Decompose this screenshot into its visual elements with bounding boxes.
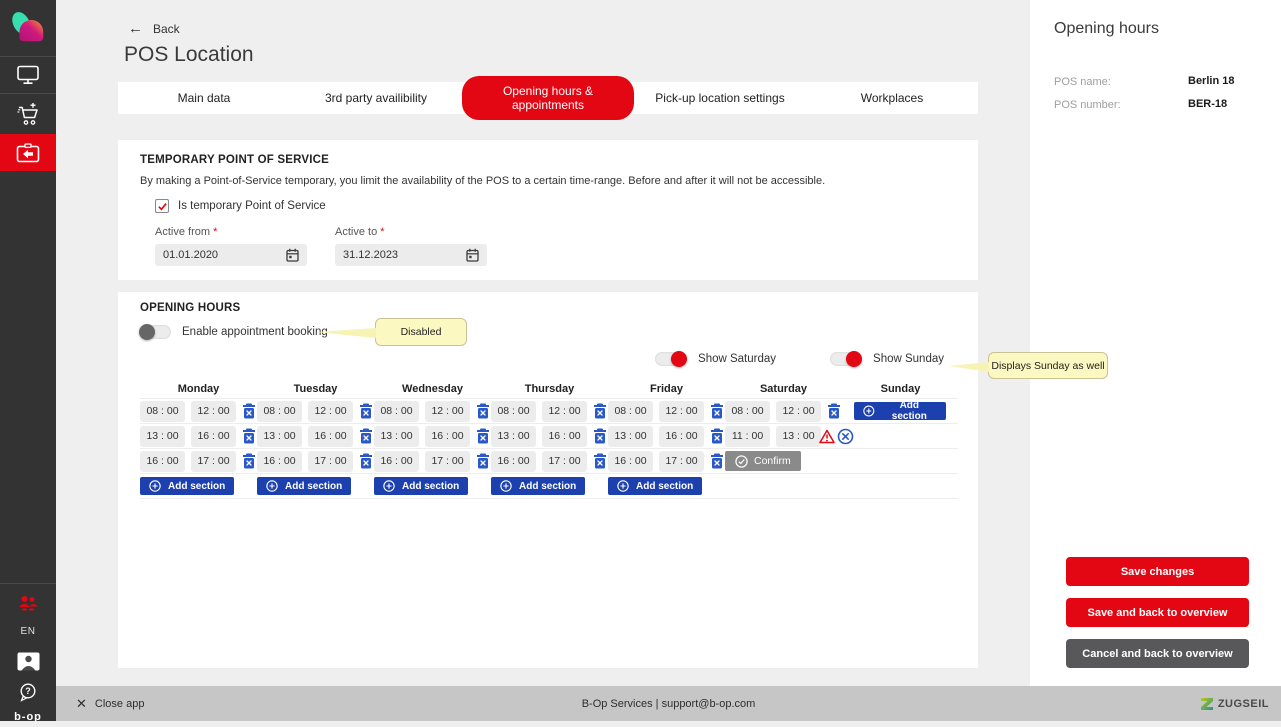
- support-text: B-Op Services | support@b-op.com: [581, 697, 756, 710]
- pos-name-label: POS name:: [1054, 76, 1111, 88]
- check-circle-icon: [735, 455, 748, 468]
- warning-icon: [819, 429, 835, 444]
- show-sunday-label: Show Sunday: [873, 353, 944, 365]
- sidebar-item-users[interactable]: [0, 588, 56, 620]
- trash-icon: [242, 428, 256, 444]
- time-start-input[interactable]: 08 : 00: [374, 401, 419, 422]
- toggle-knob: [846, 351, 862, 367]
- active-from-label: Active from: [155, 226, 211, 238]
- time-start-input[interactable]: 13 : 00: [257, 426, 302, 447]
- trash-icon: [476, 403, 490, 419]
- add-section-button-thursday[interactable]: Add section: [491, 477, 585, 495]
- time-end-input[interactable]: 17 : 00: [542, 451, 587, 472]
- time-start-input[interactable]: 11 : 00: [725, 426, 770, 447]
- pos-number-label: POS number:: [1054, 99, 1121, 111]
- time-end-input[interactable]: 12 : 00: [776, 401, 821, 422]
- add-section-button-friday[interactable]: Add section: [608, 477, 702, 495]
- active-to-value: 31.12.2023: [343, 249, 399, 261]
- grid-row-2: [140, 424, 958, 449]
- trash-icon: [242, 453, 256, 469]
- required-asterisk: *: [380, 226, 385, 238]
- time-start-input[interactable]: 08 : 00: [491, 401, 536, 422]
- show-sunday-toggle[interactable]: [830, 352, 861, 366]
- opening-hours-card: [118, 292, 978, 668]
- plus-circle-icon: [383, 480, 395, 492]
- sidebar-item-terminals[interactable]: [0, 57, 56, 93]
- plus-circle-icon: [500, 480, 512, 492]
- appointment-booking-label: Enable appointment booking: [182, 326, 328, 338]
- delete-section-button[interactable]: [710, 428, 724, 444]
- clipboard-back-icon: [16, 143, 40, 163]
- svg-text:?: ?: [25, 685, 31, 696]
- trash-icon: [710, 453, 724, 469]
- trash-icon: [593, 428, 607, 444]
- time-start-input[interactable]: 08 : 00: [140, 401, 185, 422]
- save-back-button[interactable]: Save and back to overview: [1066, 598, 1249, 627]
- delete-section-button[interactable]: [593, 453, 607, 469]
- is-temporary-label: Is temporary Point of Service: [178, 200, 326, 212]
- sidebar-item-help[interactable]: [0, 679, 56, 705]
- delete-section-button[interactable]: [476, 453, 490, 469]
- tab-3rd-party[interactable]: 3rd party availibility: [324, 91, 428, 105]
- disabled-tooltip: Disabled: [375, 318, 467, 346]
- delete-section-button[interactable]: [242, 403, 256, 419]
- temporary-pos-description: By making a Point-of-Service temporary, you limit the availability of the POS to a certain time-range. Before and after it will not be accessible.: [140, 175, 826, 187]
- add-section-button-tuesday[interactable]: Add section: [257, 477, 351, 495]
- time-end-input[interactable]: 12 : 00: [425, 401, 470, 422]
- language-switcher[interactable]: [0, 620, 56, 642]
- time-start-input[interactable]: 13 : 00: [491, 426, 536, 447]
- time-end-input[interactable]: 16 : 00: [191, 426, 236, 447]
- time-start-input[interactable]: 16 : 00: [257, 451, 302, 472]
- delete-section-button[interactable]: [476, 428, 490, 444]
- back-label: Back: [153, 21, 180, 36]
- grid-row-3: [140, 449, 958, 474]
- zugseil-logo-icon: [1200, 697, 1214, 711]
- trash-icon: [827, 403, 841, 419]
- back-button[interactable]: [128, 21, 180, 36]
- temporary-pos-title: TEMPORARY POINT OF SERVICE: [140, 154, 330, 166]
- sidebar-item-profile[interactable]: [0, 646, 56, 676]
- day-header-thursday: Thursday: [524, 382, 575, 395]
- tooltip-pointer: [949, 362, 989, 372]
- active-to-label: Active to: [335, 226, 378, 238]
- time-start-input[interactable]: 13 : 00: [608, 426, 653, 447]
- delete-section-button[interactable]: [242, 453, 256, 469]
- plus-circle-icon: [617, 480, 629, 492]
- time-end-input[interactable]: 17 : 00: [308, 451, 353, 472]
- user-avatar-icon: [17, 652, 40, 671]
- time-start-input[interactable]: 16 : 00: [374, 451, 419, 472]
- time-end-input[interactable]: 17 : 00: [425, 451, 470, 472]
- delete-section-button[interactable]: [593, 403, 607, 419]
- time-end-input[interactable]: 16 : 00: [425, 426, 470, 447]
- delete-section-button[interactable]: [359, 453, 373, 469]
- sidebar-item-shop[interactable]: [0, 94, 56, 134]
- calendar-icon: [466, 248, 479, 262]
- day-header-tuesday: Tuesday: [293, 382, 338, 395]
- users-red-icon: [16, 595, 40, 613]
- time-end-input[interactable]: 12 : 00: [659, 401, 704, 422]
- time-start-input[interactable]: 13 : 00: [374, 426, 419, 447]
- time-end-input[interactable]: 17 : 00: [191, 451, 236, 472]
- tab-bar: [118, 82, 978, 114]
- details-panel-title: Opening hours: [1054, 20, 1159, 37]
- delete-section-button[interactable]: [359, 403, 373, 419]
- close-app-button[interactable]: ✕ Close app: [76, 695, 145, 711]
- active-from-value: 01.01.2020: [163, 249, 219, 261]
- circle-x-icon: [837, 428, 854, 445]
- add-section-button-sunday[interactable]: Add section: [854, 402, 946, 420]
- sidebar-divider: [0, 583, 56, 584]
- monitor-icon: [17, 65, 39, 85]
- active-to-input[interactable]: [335, 244, 487, 266]
- toggle-knob: [671, 351, 687, 367]
- delete-section-button[interactable]: [359, 428, 373, 444]
- language-label: EN: [20, 625, 36, 637]
- delete-section-button[interactable]: [593, 428, 607, 444]
- show-saturday-toggle[interactable]: [655, 352, 686, 366]
- back-arrow-icon: ←: [128, 20, 143, 37]
- trash-icon: [242, 403, 256, 419]
- show-saturday-label: Show Saturday: [698, 353, 777, 365]
- tooltip-pointer: [316, 328, 376, 338]
- time-end-input[interactable]: 12 : 00: [542, 401, 587, 422]
- save-changes-button[interactable]: Save changes: [1066, 557, 1249, 586]
- pos-name-value: Berlin 18: [1188, 75, 1235, 87]
- time-end-input[interactable]: 12 : 00: [191, 401, 236, 422]
- temporary-pos-card: [118, 140, 978, 280]
- grid-row-1: [140, 399, 958, 424]
- time-end-input[interactable]: 17 : 00: [659, 451, 704, 472]
- trash-icon: [593, 403, 607, 419]
- trash-icon: [593, 453, 607, 469]
- opening-hours-title: OPENING HOURS: [140, 302, 241, 314]
- time-start-input[interactable]: 08 : 00: [608, 401, 653, 422]
- time-start-input[interactable]: 16 : 00: [491, 451, 536, 472]
- time-end-input[interactable]: 16 : 00: [542, 426, 587, 447]
- delete-section-button[interactable]: [710, 453, 724, 469]
- time-start-input[interactable]: 16 : 00: [608, 451, 653, 472]
- plus-circle-icon: [863, 405, 875, 417]
- toggle-knob: [139, 324, 155, 340]
- day-header-sunday: Sunday: [880, 382, 921, 395]
- grid-row-add: [140, 474, 958, 499]
- app-sidebar: [0, 0, 56, 721]
- active-from-input[interactable]: [155, 244, 307, 266]
- day-header-wednesday: Wednesday: [402, 382, 463, 395]
- help-icon: [19, 683, 37, 702]
- details-panel: [1030, 0, 1281, 686]
- day-header-saturday: Saturday: [759, 382, 808, 395]
- trash-icon: [710, 403, 724, 419]
- zugseil-wordmark: ZUGSEIL: [1217, 697, 1269, 710]
- page-title: POS Location: [124, 43, 254, 66]
- appointment-booking-toggle[interactable]: [140, 325, 171, 339]
- trash-icon: [710, 428, 724, 444]
- sunday-tooltip: Displays Sunday as well: [988, 352, 1108, 379]
- calendar-icon: [286, 248, 299, 262]
- close-icon: ✕: [76, 695, 87, 711]
- delete-section-button[interactable]: [242, 428, 256, 444]
- time-end-input[interactable]: 13 : 00: [776, 426, 821, 447]
- tab-opening-hours[interactable]: Opening hours & appointments: [462, 76, 634, 120]
- day-header-friday: Friday: [649, 382, 683, 395]
- delete-section-button[interactable]: [710, 403, 724, 419]
- delete-section-button[interactable]: [476, 403, 490, 419]
- trash-icon: [476, 428, 490, 444]
- opening-hours-grid: [140, 379, 958, 499]
- tab-main-data[interactable]: Main data: [177, 91, 231, 105]
- trash-icon: [359, 428, 373, 444]
- is-temporary-checkbox[interactable]: [155, 199, 169, 213]
- cancel-section-button[interactable]: [837, 428, 854, 445]
- time-end-input[interactable]: 12 : 00: [308, 401, 353, 422]
- confirm-section-button[interactable]: Confirm: [725, 451, 801, 471]
- zugseil-brand: [1200, 686, 1269, 721]
- time-end-input[interactable]: 16 : 00: [308, 426, 353, 447]
- pos-number-value: BER-18: [1188, 98, 1228, 110]
- trash-icon: [359, 453, 373, 469]
- cart-plus-icon: [16, 103, 40, 126]
- brand-logo-icon: [9, 9, 47, 47]
- tab-workplaces[interactable]: Workplaces: [860, 91, 924, 105]
- delete-section-button[interactable]: [827, 403, 841, 419]
- plus-circle-icon: [149, 480, 161, 492]
- main-content: [56, 0, 1030, 686]
- plus-circle-icon: [266, 480, 278, 492]
- time-end-input[interactable]: 16 : 00: [659, 426, 704, 447]
- time-start-input[interactable]: 08 : 00: [257, 401, 302, 422]
- app-logo[interactable]: [0, 0, 56, 56]
- time-start-input[interactable]: 13 : 00: [140, 426, 185, 447]
- add-section-button-wednesday[interactable]: Add section: [374, 477, 468, 495]
- checkmark-icon: [157, 201, 168, 212]
- footer-bar: [56, 686, 1281, 721]
- trash-icon: [476, 453, 490, 469]
- cancel-back-button[interactable]: Cancel and back to overview: [1066, 639, 1249, 668]
- sidebar-item-pos-locations[interactable]: [0, 134, 56, 171]
- time-start-input[interactable]: 16 : 00: [140, 451, 185, 472]
- add-section-button-monday[interactable]: Add section: [140, 477, 234, 495]
- time-start-input[interactable]: 08 : 00: [725, 401, 770, 422]
- required-asterisk: *: [213, 226, 218, 238]
- bop-brand-mark: b-op: [14, 711, 42, 723]
- trash-icon: [359, 403, 373, 419]
- day-header-monday: Monday: [177, 382, 220, 395]
- tab-pickup-settings[interactable]: Pick-up location settings: [655, 91, 785, 105]
